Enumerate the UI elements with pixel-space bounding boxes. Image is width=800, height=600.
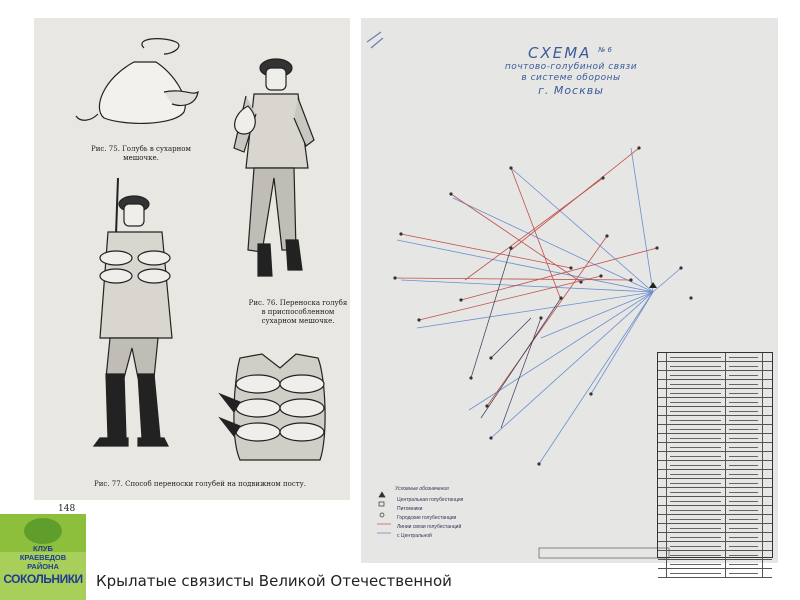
logo-line-2: КРАЕВЕДОВ [19,553,67,562]
logo-emblem-icon [24,518,62,544]
table-row [658,551,772,560]
station-markers [393,146,692,465]
scheme-title [471,44,671,97]
pigeon-vest-drawing [220,354,325,460]
bottom-stamp [539,548,669,558]
table-row [658,560,772,569]
table-row [658,407,772,416]
red-lines [395,148,657,406]
pigeon-bag-drawing [76,39,198,124]
book-illustrations [34,18,350,500]
table-row [658,353,772,362]
club-logo [0,514,86,600]
scheme-subtitle-3: г. Москвы [538,84,604,97]
table-row [658,479,772,488]
fig76-caption: Рис. 76. Переноска голубя в приспособленном сухарном мешочке. [248,299,348,325]
table-row [658,452,772,461]
scheme-title-number: №6 [598,46,614,54]
legend-item: Центральная голубестанция [397,497,464,503]
station-table [657,352,773,558]
table-row [658,515,772,524]
logo-line-1: КЛУБ [33,544,53,553]
legend-item: Питомники [397,506,423,512]
soldier-with-vest-drawing [94,178,172,446]
table-row [658,533,772,542]
table-row [658,389,772,398]
logo-line-3: РАЙОНА [27,562,59,571]
legend-item: Городские голубестанции [397,515,457,521]
legend-item: Линии связи голубестанций [397,524,462,530]
slide-caption: Крылатые связисты Великой Отечественной [96,572,452,590]
table-row [658,434,772,443]
table-row [658,443,772,452]
table-row [658,542,772,551]
table-row [658,461,772,470]
scheme-subtitle-1: почтово-голубиной связи [504,62,638,72]
soldier-with-bag-drawing [234,59,314,276]
fig77-caption: Рис. 77. Способ переноски голубей на подвижном посту. [94,480,306,488]
table-row [658,569,772,578]
table-row [658,362,772,371]
table-row [658,497,772,506]
page-number: 148 [58,504,76,514]
scheme-title-main: СХЕМА [528,44,592,62]
book-page-scan [34,18,350,514]
blue-lines [397,148,681,464]
table-row [658,416,772,425]
table-row [658,506,772,515]
table-row [658,398,772,407]
legend-item: с Центральной [397,533,432,539]
scheme-subtitle-2: в системе обороны [521,73,621,83]
central-station-marker [649,282,657,288]
fig75-caption: Рис. 75. Голубь в сухарном мешочке. [91,145,191,162]
ink-lines [471,248,561,428]
pigeon-post-scheme-map [361,18,778,563]
table-row [658,524,772,533]
logo-line-4: СОКОЛЬНИКИ [3,572,83,586]
table-row [658,425,772,434]
table-row [658,470,772,479]
legend-title: Условные обозначения [395,486,449,492]
table-row [658,371,772,380]
table-row [658,380,772,389]
table-row [658,488,772,497]
scheme-legend [375,486,515,541]
